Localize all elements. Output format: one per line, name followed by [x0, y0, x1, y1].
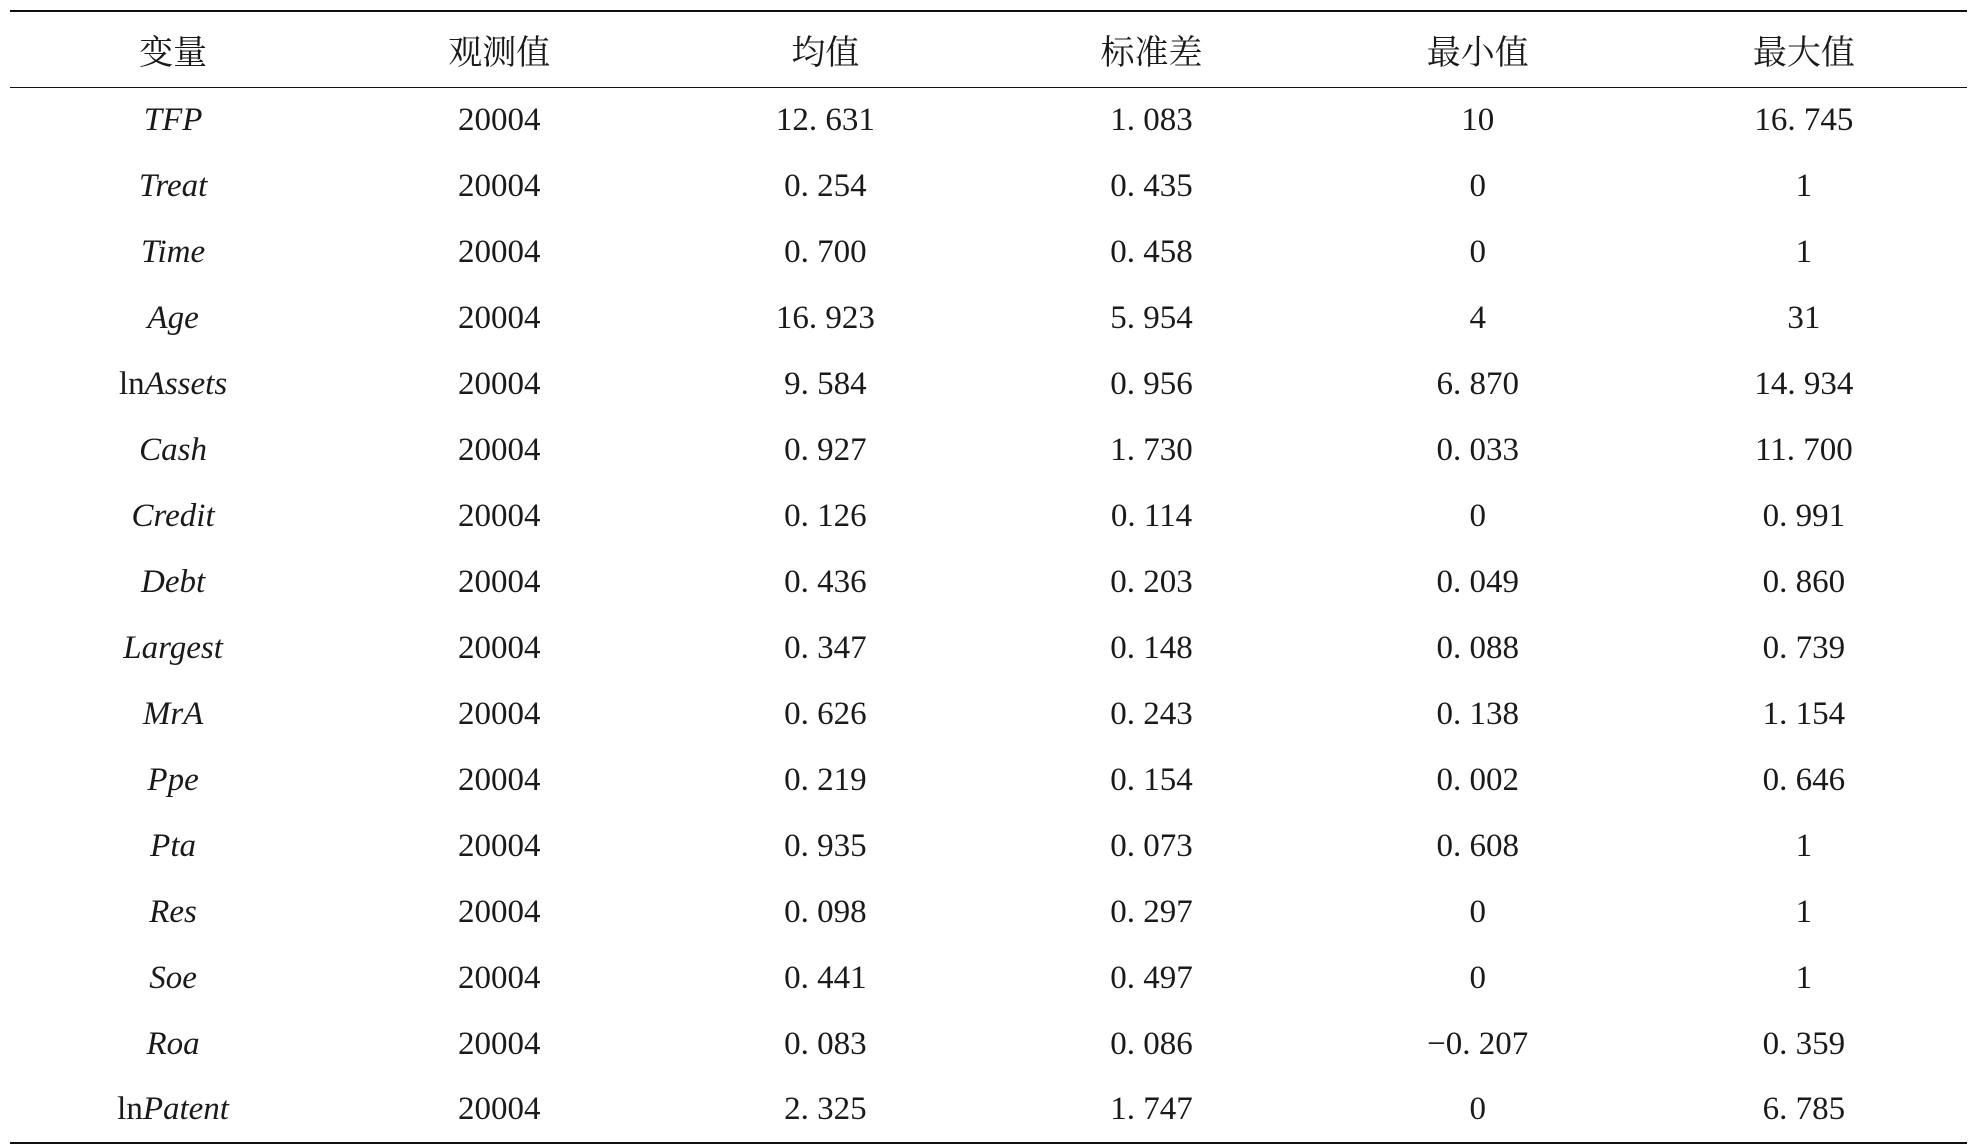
cell-std-dev: 5. 954: [1110, 299, 1193, 336]
cell-min: 0: [1469, 167, 1486, 204]
cell-std-dev: 0. 497: [1110, 959, 1193, 996]
table-row: [10, 681, 1967, 747]
cell-mean: 0. 927: [784, 431, 867, 468]
cell-min: 0: [1469, 893, 1486, 930]
cell-observations: 20004: [457, 893, 541, 930]
cell-min: 10: [1461, 101, 1495, 138]
cell-std-dev: 1. 730: [1110, 431, 1193, 468]
cell-max: 1: [1795, 827, 1813, 864]
cell-variable: [10, 285, 336, 351]
cell-std-dev: 0. 435: [1110, 167, 1193, 204]
cell-mean: 0. 126: [784, 497, 867, 534]
cell-max: 0. 646: [1762, 761, 1846, 798]
variable-name: Ppe: [147, 761, 199, 798]
cell-observations: 20004: [457, 827, 541, 864]
variable-name: Credit: [131, 497, 215, 534]
cell-min: 0. 088: [1436, 629, 1519, 666]
cell-variable: [10, 153, 336, 219]
table-row: [10, 813, 1967, 879]
cell-max: 1. 154: [1762, 695, 1846, 732]
cell-variable: [10, 813, 336, 879]
table-row: [10, 87, 1967, 153]
cell-mean: 0. 436: [784, 563, 867, 600]
cell-mean: 0. 254: [784, 167, 867, 204]
cell-variable: [10, 483, 336, 549]
cell-std-dev: 0. 114: [1110, 497, 1193, 534]
table-row: [10, 615, 1967, 681]
cell-mean: 0. 347: [784, 629, 867, 666]
cell-observations: 20004: [457, 695, 541, 732]
cell-variable: [10, 681, 336, 747]
cell-max: 0. 860: [1762, 563, 1846, 600]
cell-mean: 0. 098: [784, 893, 867, 930]
cell-max: 0. 739: [1762, 629, 1846, 666]
cell-variable: [10, 417, 336, 483]
cell-variable: [10, 87, 336, 153]
variable-name: Debt: [141, 563, 206, 600]
cell-variable: [10, 615, 336, 681]
cell-mean: 0. 083: [784, 1025, 867, 1062]
cell-variable: [10, 351, 336, 417]
cell-std-dev: 0. 073: [1110, 827, 1193, 864]
cell-std-dev: 1. 083: [1110, 101, 1193, 138]
variable-name: Cash: [139, 431, 207, 468]
cell-std-dev: 1. 747: [988, 1077, 1314, 1143]
header-variable: 变量: [10, 11, 336, 87]
variable-name: MrA: [142, 695, 204, 732]
header-max: 最大值: [1641, 11, 1967, 87]
variable-name: Assets: [144, 365, 228, 402]
cell-min: 6. 870: [1436, 365, 1519, 402]
table-row: [10, 1011, 1967, 1077]
table-row: [10, 879, 1967, 945]
cell-max: 0. 991: [1762, 497, 1846, 534]
table-row: [10, 219, 1967, 285]
cell-mean: 9. 584: [784, 365, 867, 402]
cell-observations: 20004: [336, 1077, 662, 1143]
cell-std-dev: 0. 203: [1110, 563, 1193, 600]
cell-observations: 20004: [457, 497, 541, 534]
cell-variable: [10, 747, 336, 813]
cell-min: 0. 138: [1436, 695, 1519, 732]
variable-name: Roa: [146, 1025, 200, 1062]
variable-name: Soe: [149, 959, 197, 996]
variable-name: Patent: [142, 1091, 229, 1127]
cell-observations: 20004: [457, 233, 541, 270]
cell-std-dev: 0. 086: [1110, 1025, 1193, 1062]
cell-min: 0: [1315, 1077, 1641, 1143]
cell-min: 0. 049: [1436, 563, 1519, 600]
variable-prefix: ln: [118, 365, 145, 402]
header-min: 最小值: [1315, 11, 1641, 87]
variable-name: Age: [147, 299, 199, 336]
table-row: [10, 153, 1967, 219]
table-row: [10, 747, 1967, 813]
variable-name: Treat: [138, 167, 208, 204]
header-mean: 均值: [662, 11, 988, 87]
cell-max: 31: [1787, 299, 1821, 336]
cell-min: 0. 002: [1436, 761, 1519, 798]
variable-name: Pta: [150, 827, 196, 864]
cell-min: 0. 608: [1436, 827, 1519, 864]
cell-observations: 20004: [457, 1025, 541, 1062]
cell-variable: [10, 1011, 336, 1077]
table-row: [10, 549, 1967, 615]
cell-mean: 0. 441: [784, 959, 867, 996]
cell-observations: 20004: [457, 299, 541, 336]
table-body: [10, 87, 1967, 1143]
cell-max: 1: [1795, 893, 1813, 930]
cell-min: −0. 207: [1427, 1025, 1529, 1062]
cell-mean: 0. 219: [784, 761, 867, 798]
cell-observations: 20004: [457, 629, 541, 666]
cell-observations: 20004: [457, 101, 541, 138]
cell-observations: 20004: [457, 959, 541, 996]
cell-max: 6. 785: [1641, 1077, 1967, 1143]
cell-min: 4: [1469, 299, 1486, 336]
cell-max: 1: [1795, 233, 1813, 270]
cell-std-dev: 0. 243: [1110, 695, 1193, 732]
table-row: [10, 1077, 1967, 1143]
cell-min: 0: [1469, 959, 1486, 996]
cell-mean: 0. 935: [784, 827, 867, 864]
cell-min: 0. 033: [1436, 431, 1519, 468]
cell-mean: 16. 923: [775, 299, 875, 336]
variable-name: TFP: [143, 101, 203, 138]
cell-variable: [10, 219, 336, 285]
variable-name: Largest: [123, 629, 223, 666]
cell-std-dev: 0. 458: [1110, 233, 1193, 270]
cell-mean: 0. 700: [784, 233, 867, 270]
cell-mean: 0. 626: [784, 695, 867, 732]
variable-name: Res: [149, 893, 197, 930]
descriptive-statistics-table: [10, 10, 1967, 1144]
cell-variable: [10, 879, 336, 945]
table-row: [10, 945, 1967, 1011]
cell-observations: 20004: [457, 431, 541, 468]
table-header-row: [10, 11, 1967, 87]
variable-name: Time: [140, 233, 206, 270]
cell-variable: [10, 1077, 336, 1143]
descriptive-statistics-table-container: [10, 10, 1967, 1144]
table-row: [10, 417, 1967, 483]
cell-max: 1: [1795, 167, 1813, 204]
header-std-dev: 标准差: [988, 11, 1314, 87]
cell-variable: [10, 945, 336, 1011]
variable-prefix: ln: [117, 1091, 143, 1127]
cell-observations: 20004: [457, 563, 541, 600]
table-row: [10, 483, 1967, 549]
cell-observations: 20004: [457, 761, 541, 798]
cell-max: 14. 934: [1754, 365, 1854, 402]
cell-observations: 20004: [457, 167, 541, 204]
cell-std-dev: 0. 154: [1110, 761, 1193, 798]
cell-mean: 2. 325: [662, 1077, 988, 1143]
cell-max: 0. 359: [1762, 1025, 1846, 1062]
cell-max: 16. 745: [1754, 101, 1854, 138]
header-observations: 观测值: [336, 11, 662, 87]
cell-std-dev: 0. 297: [1110, 893, 1193, 930]
cell-std-dev: 0. 148: [1110, 629, 1193, 666]
table-row: [10, 285, 1967, 351]
cell-observations: 20004: [457, 365, 541, 402]
cell-max: 11. 700: [1755, 431, 1853, 468]
cell-max: 1: [1795, 959, 1813, 996]
cell-min: 0: [1469, 497, 1486, 534]
cell-variable: [10, 549, 336, 615]
table-row: [10, 351, 1967, 417]
cell-mean: 12. 631: [775, 101, 875, 138]
cell-std-dev: 0. 956: [1110, 365, 1193, 402]
cell-min: 0: [1469, 233, 1486, 270]
